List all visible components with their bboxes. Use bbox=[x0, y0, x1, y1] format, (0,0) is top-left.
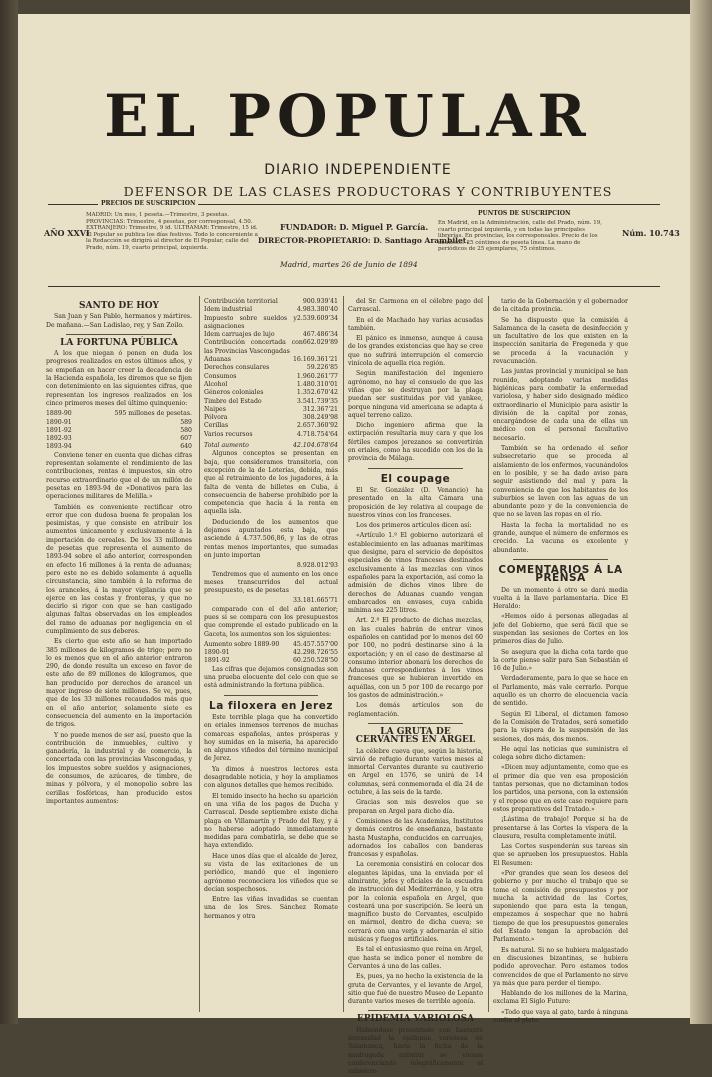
table-row: 1890-91 42.298.726'55 bbox=[204, 649, 338, 657]
filoxera-title: La filoxera en Jerez bbox=[209, 699, 333, 712]
ledger-row: Impuesto sobre sueldos y asignaciones 2.539.609'34 bbox=[204, 314, 338, 330]
paragraph: Es tal el entusiasmo que reina en Argel, que hasta se indica poner el nombre de Cervantes á una de las calles. bbox=[348, 946, 483, 970]
paragraph: Se ha dispuesto que la comisión á Salamanca de la caseta de desinfección y un facultativo de los que existen en la inspección sanitaria de Fregeneda y que se proceda á la vacunación y revacunación. bbox=[493, 316, 628, 366]
paragraph: Entre las viñas invadidas se cuentan una de los Sres. Sánchez Romate hermanos y otra bbox=[204, 896, 338, 920]
masthead-subtitle: DIARIO INDEPENDIENTE bbox=[264, 162, 452, 178]
paragraph: También se ha ordenado el señor subsecretario que se proceda al aislamiento de los enfermos, vacunándolos en lo posible, y se ha dado aviso para seguir asistiendo del mal y para la conveniencia de que los habitantes de los suburbios se laven con las aguas de un abundante pozo y de la conveniencia de que no se laven las ropas en el río. bbox=[493, 445, 628, 519]
paragraph: Deduciendo de los aumentos que dejamos apuntados esta baja, que asciende á 4.737.506,86, y las de otras rentas menos importantes, que sumadas en junto importan bbox=[204, 518, 338, 559]
ledger-row: Naipes 312.367'21 bbox=[204, 405, 338, 413]
masthead-title: EL POPULAR bbox=[104, 82, 592, 150]
paragraph: El pánico es inmenso, aunque á causa de los grandes existencias que hay se cree que no sufrirá interrupción el comercio vinícola de aquella rica región. bbox=[348, 335, 483, 368]
revenue-ledger bbox=[204, 298, 338, 450]
paragraph: La ceremonia consistirá en colocar dos elegantes lápidas, una la enviada por el almirante, jefes y oficiales de la escuadra de instrucción del Mediterráneo, y la otra por la colonia española en Argel, que costeará una por suscripción. Se leerá un magnífico busto de Cervantes, esculpido en mármol, dentro de dicha cueva; se cerrará con una verja y adornarán el sitio músicas y fuegos artificiales. bbox=[348, 861, 483, 944]
paragraph: Dicho ingeniero afirma que la extirpación resultaría muy cara y que los fértiles campos jerezanos se convertirán en eriales, como ha sucedido con los de la provincia de Málaga. bbox=[348, 422, 483, 463]
paragraph: Conviene tener en cuenta que dichas cifras representan solamente el rendimiento de las contribuciones, rentas é impuestos, sin otro recurso extraordinario que el de un millón de pesetas en 1893-94 de «Donativos para las operaciones militares de Melilla.» bbox=[46, 451, 192, 501]
paragraph: La célebre cueva que, según la historia, sirvió de refugio durante varios meses al inmortal Cervantes durante su cautiverio en Argel en 1576, se unirá de 14 columnas, será conmemorada el día 24 de octubre, á las seis de la tarde. bbox=[348, 747, 483, 797]
paragraph: He aquí las noticias que suministra el colega sobre dicho dictamen: bbox=[493, 745, 628, 762]
ledger-row: Géneros coloniales 1.352.670'42 bbox=[204, 389, 338, 397]
points-text: En Madrid, en la Administración, calle del Prado, núm. 19, cuarto principal izquierda, y en todas las principales librerías. En provincias, los corresponsales. Precio de los anuncios: 25 céntimos de peseta línea. La mano de periódicos de 25 ejemplares, 75 céntimos. bbox=[438, 220, 603, 253]
paragraph: tario de la Gobernación y el gobernador de la citada provincia. bbox=[493, 298, 628, 314]
table-row: 1893-94 640 bbox=[46, 443, 192, 451]
ledger-row: Varios recursos 4.718.754'64 bbox=[204, 430, 338, 438]
column-4 bbox=[493, 298, 628, 1025]
table-row: 1891-92 580 bbox=[46, 426, 192, 434]
paragraph: «Todo que vaya al gato, tarde á ninguna vuelta al plato. bbox=[493, 1008, 628, 1025]
column-2 bbox=[204, 298, 338, 1014]
paragraph: Según manifestación del ingeniero agrónomo, no hay el consuelo de que las viñas que se destruyan por la plaga puedan ser sustituidas por vid yankee, porque ninguna vid americana se adapta á aquel terreno calizo. bbox=[348, 370, 483, 419]
separator bbox=[368, 468, 463, 469]
paragraph: Y no puede menos de ser así, puesto que la contribución de inmuebles, cultivo y ganadería, la industrial y de comercio, la concertada con las provincias Vascongadas, y los impuestos sobre sueldos y asignaciones, de consumos, de azúcares, de timbre, de minas y pólvora, y el monopolio sobre las cerillas fosfóricas, han producido estos importantes aumentos: bbox=[46, 731, 192, 805]
ledger-row: Cerillas 2.657.360'92 bbox=[204, 422, 338, 430]
column-3 bbox=[348, 298, 483, 1076]
paragraph: «Dicen muy adjuntamente, como que es el primer día que ven esa proposición tantas personas, que no dictaminan todos los partidos, una persona, con la extensión y el reposo que en este caso requiere para estos preparativos del Tratado.» bbox=[493, 764, 628, 813]
ledger-row: Derechos consulares 59.226'85 bbox=[204, 364, 338, 372]
table-row: 1891-92 60.250.528'50 bbox=[204, 657, 338, 665]
paragraph: «Hemos oído á personas allegadas al jefe del Gobierno, que será fácil que se suspendan las sesiones de Cortes en los primeros días de Julio. bbox=[493, 613, 628, 646]
paragraph: Es natural. Si no se hubiera malgastado en discusiones bizantinas, se hubiera podido aprovechar. Pero estamos todos convencidos de que el Parlamento no sirve ya más que para perder el tiempo. bbox=[493, 946, 628, 987]
separator bbox=[66, 334, 172, 335]
increase-table bbox=[204, 641, 338, 666]
table-row: 1890-91 589 bbox=[46, 418, 192, 426]
paragraph: A los que niegan ó ponen en duda los progresos realizados en estos últimos años, y se empeñan en hacer creer la decadencia de la Hacienda española, les diremos que se fijen con detenimiento en las siguientes cifras, que representan los ingresos realizados en los cinco primeros meses del último quinquenio: bbox=[46, 350, 192, 407]
issue-number: Núm. 10.743 bbox=[622, 228, 680, 238]
coupage-title: El coupage bbox=[380, 472, 451, 485]
income-table bbox=[46, 410, 192, 451]
santo-title: SANTO DE HOY bbox=[79, 301, 159, 311]
paragraph: Habiéndose presentado con bastante intensidad la epidemia variolosa en Salamanca, hasta la fecha de la madrugada anterior se vienen conferenciando telegráficamente el subsecre- bbox=[348, 1026, 483, 1076]
page-edge bbox=[690, 0, 712, 1024]
amount: 8.928.012'93 bbox=[296, 562, 338, 570]
paragraph: Las juntas provincial y municipal se han reunido, adoptando varias medidas higiénicas para combatir la enfermedad variolosa, y haber sido designado médico extraordinario el Municipio para asistir la división de la capital por zonas, encargándose de cada una de ellas un médico con el personal facultativo necesario. bbox=[493, 368, 628, 442]
amount: 33.181.665'71 bbox=[292, 597, 338, 605]
separator bbox=[368, 723, 463, 724]
prices-text: MADRID: Un mes, 1 peseta.—Trimestre, 3 pesetas. PROVINCIAS: Trimestre, 4 pesetas, por corresponsal, 4.50. EXTRANJERO: Trimestre, 9 id. ULTRAMAR: Trimestre, 15 id. El Popular se publica los días festivos. Todo lo concerniente a la Redacción se dirigirá al director de El Popular, calle del Prado, núm. 19, cuarto principal, izquierda. bbox=[86, 212, 258, 251]
paragraph: Es cierto que este año se han importado 385 millones de kilogramos de trigo; pero no lo es menos que en el año anterior entraron 290, de donde resulta un exceso en favor de este año de 89 millones de kilogramos, que han producido por derechos de arancel un mayor ingreso de siete millones. Se ve, pues, que de los 33 millones recaudados más que en el año anterior, solamente siete es consecuencia del aumento en la importación de trigos. bbox=[46, 638, 192, 729]
ledger-row: Pólvora 308.249'98 bbox=[204, 414, 338, 422]
paragraph: comparado con el del año anterior; pues si se compara con los presupuestos que comprende el estado publicado en la Gaceta, los aumentos son los siguientes: bbox=[204, 605, 338, 638]
paragraph: «Por grandes que sean los deseos del gobierno y por mucho el trabajo que se tome el comisión de presupuestos y por mucha la actividad de las Cortes, suponiendo que para esta la tengan, empezamos á sospechar que no habrá tiempo de que los presupuestos generales del Estado tengan la aprobación del Parlamento.» bbox=[493, 870, 628, 944]
prices-title: PRECIOS DE SUSCRIPCION bbox=[98, 200, 198, 207]
paragraph: Ya dimos á nuestros lectores esta desagradable noticia, y hoy la ampliamos con algunos detalles que hemos recibido. bbox=[204, 765, 338, 790]
paragraph: Según El Liberal, el dictamen famoso de la Comisión de Tratados, será sometido para la víspera de la suspensión de las sesiones, dos más, dos menos. bbox=[493, 710, 628, 743]
paragraph: Hablando de los millones de la Marina, exclama El Siglo Futuro: bbox=[493, 990, 628, 1006]
column-rule-3 bbox=[488, 296, 489, 1012]
paragraph: «Artículo 1.º El gobierno autorizará el establecimiento en las aduanas marítimas que designe, para el servicio de depósitos especiales de vinos franceses destinados exclusivamente á las mezclas con vinos españoles para la exportación, así como la admisión de dichos vinos libre de derechos de Aduanas cuando vengan embarcados en envases, cuya cabida mínima sea 225 litros. bbox=[348, 532, 483, 615]
paragraph: Art. 2.º El producto de dichas mezclas, en las cuales habrán de entrar vinos españoles en cantidad por lo menos del 60 por 100, no podrá destinarse sino á la exportación; y en el caso de destinarse al consumo interior abonará los derechos de Aduanas correspondientes á los vinos franceses que se hubieran invertido en aquéllas, con un 5 por 100 de recargo por los gastos de administración.» bbox=[348, 617, 483, 700]
column-1 bbox=[46, 298, 192, 1014]
paragraph: En el de Machado hay varias acusadas también. bbox=[348, 316, 483, 332]
paragraph: Este terrible plaga que ha convertido en eriales inmensos terrenos de muchas comarcas españolas, antes prósperas y hoy sumidas en la miseria, ha aparecido en algunos viñedos del término municipal de Jerez. bbox=[204, 713, 338, 763]
book-spine bbox=[0, 0, 18, 1024]
paragraph: Se asegura que la dicha cota tarde que la corte piense salir para San Sebastián el 16 de Julio.» bbox=[493, 648, 628, 673]
paragraph: Tendremos que el aumento en los once meses transcurridos del actual presupuesto, es de pesetas bbox=[204, 570, 338, 595]
santo-text: San Juan y San Pablo, hermanos y mártires. De mañana.—San Ladislao, rey, y San Zoilo. bbox=[46, 313, 192, 329]
year-label: AÑO XXVI bbox=[44, 228, 90, 238]
column-rule-2 bbox=[343, 296, 344, 1012]
paragraph: Hace unos días que el alcalde de Jerez, su vista de las exitaciones de un periódico, mandó que el ingeniero agrónomo reconociera los viñedos que se decían sospechosos. bbox=[204, 852, 338, 893]
founder-label: FUNDADOR: D. Miguel P. García. bbox=[280, 222, 429, 232]
table-row: Aumento sobre 1889-90 45.457.557'00 bbox=[204, 640, 338, 648]
separator bbox=[368, 1010, 463, 1011]
separator bbox=[513, 559, 608, 560]
paragraph: También es conveniente rectificar otro error que con dudosa buena fe propalan los pesimistas, y que consiste en atribuir los aumentos únicamente y exclusivamente á la importación de cereales. De los 33 millones de pesetas que representa el aumento de 1893-94 sobre el año anterior, corresponden en efecto 16 millones á la renta de aduanas; pero este no es debido solamente á aquella circunstancia, sino también á la reforma de los aranceles, á la mayor vigilancia que se ejerce en las costas y fronteras, y que no decirlo si rigor con que se han castigado algunas faltas observadas en los empleados del ramo de aduanas por negligencia en el cumplimiento de sus deberes. bbox=[46, 503, 192, 635]
points-title: PUNTOS DE SUSCRIPCION bbox=[478, 210, 571, 217]
ledger-row: Alcohol 1.480.310'01 bbox=[204, 380, 338, 388]
paragraph: Los dos primeros artículos dicen así: bbox=[356, 522, 472, 530]
dateline: Madrid, martes 26 de Junio de 1894 bbox=[280, 260, 418, 269]
paragraph: Comisiones de las Academias, Institutos y demás centros de enseñanza, bastante hasta Mustapha, conducidos en carruajes, adornados los caballos con banderas francesas y españolas. bbox=[348, 817, 483, 859]
fortuna-title: LA FORTUNA PÚBLICA bbox=[60, 337, 178, 348]
ledger-row: Idem industrial 4.983.380'40 bbox=[204, 306, 338, 314]
paragraph: Verdaderamente, para lo que se hace en el Parlamento, más vale cerrarlo. Porque aquello es un chorro de elocuencia vacía de sentido. bbox=[493, 675, 628, 708]
separator bbox=[224, 695, 318, 696]
column-rule-1 bbox=[199, 296, 200, 1012]
paragraph: Los demás artículos son de reglamentación. bbox=[348, 702, 483, 718]
ledger-row: Aduanas 16.169.361'21 bbox=[204, 356, 338, 364]
paragraph: De un momento á otro se dará media vuelta á la llave parlamentaria. Dice El Heraldo: bbox=[493, 586, 628, 611]
ledger-total: Total aumento 42.104.678'64 bbox=[204, 442, 338, 450]
paragraph: Hasta la fecha la mortalidad no es grande, aunque el número de enfermos es crecido. La vacuna es excelente y abundante. bbox=[493, 521, 628, 554]
ledger-row: Contribución concertada con las Provincias Vascongadas 662.029'89 bbox=[204, 339, 338, 355]
ledger-row: Consumos 1.960.261'77 bbox=[204, 372, 338, 380]
table-row: 1889-90 595 millones de pesetas. bbox=[46, 410, 192, 418]
paragraph: Gracias son mis desvelos que se preparan en Argel para dicho día. bbox=[348, 799, 483, 815]
paragraph: Algunos conceptos se presentan en baja, que consideramos transitoria, con excepción de la de Loterías, debida, más que al retraimiento de los jugadores, á la falta de venta de billetes en Cuba, á consecuencia de haberse prohibido por la competencia que hacía á la renta en aquella isla. bbox=[204, 450, 338, 516]
header-bottom-rule bbox=[48, 286, 660, 287]
paragraph: ¡Lástima de trabajo! Porque si ha de presentarse á las Cortes la víspera de la clausura, resulta completamente inútil. bbox=[493, 816, 628, 840]
paragraph: Las cifras que dejamos consignadas son una prueba elocuente del celo con que se está administrando la fortuna pública. bbox=[204, 665, 338, 690]
epidemia-title: EPIDEMIA VARIOLOSA bbox=[356, 1014, 475, 1025]
paragraph: del Sr. Carmona en el célebre pago del Carrascal. bbox=[348, 298, 483, 314]
paragraph: El temido insecto ha hecho su aparición en una viña de los pagos de Ducha y Carrascal. Desde septiembre existe dicha plaga en Villamartín y Prado del Rey, y á no haberse adoptado inmediatamente medidas para combatirla, se debe que se haya extendido. bbox=[204, 792, 338, 850]
gruta-title: LA GRUTA DE CERVANTES EN ARGEL bbox=[355, 726, 476, 746]
paragraph: El Sr. González (D. Venancio) ha presentado en la alta Cámara una proposición de ley relativa al coupage de nuestros vinos con los franceses. bbox=[348, 486, 483, 519]
table-row: 1892-93 607 bbox=[46, 435, 192, 443]
ledger-row: Idem carruajes de lujo 467.486'34 bbox=[204, 331, 338, 339]
director-label: DIRECTOR-PROPIETARIO: D. Santiago Arambilet. bbox=[258, 236, 469, 245]
masthead-tagline: DEFENSOR DE LAS CLASES PRODUCTORAS Y CONTRIBUYENTES bbox=[123, 184, 613, 199]
ledger-row: Contribución territorial 900.939'41 bbox=[204, 298, 338, 305]
ledger-row: Timbre del Estado 3.541.739'35 bbox=[204, 397, 338, 405]
newspaper-page bbox=[18, 14, 690, 1076]
paragraph: Es, pues, ya no hecho la existencia de la gruta de Cervantes, y el levante de Argel, sitio que fué de nuestro Museo de Lepanto durante varios meses de terrible agonía. bbox=[348, 973, 483, 1006]
paragraph: Las Cortes suspenderán sus tareas sin que se aprueben los presupuestos. Habla El Resumen: bbox=[493, 843, 628, 867]
prensa-title: COMENTARIOS Á LA PRENSA bbox=[498, 563, 623, 585]
